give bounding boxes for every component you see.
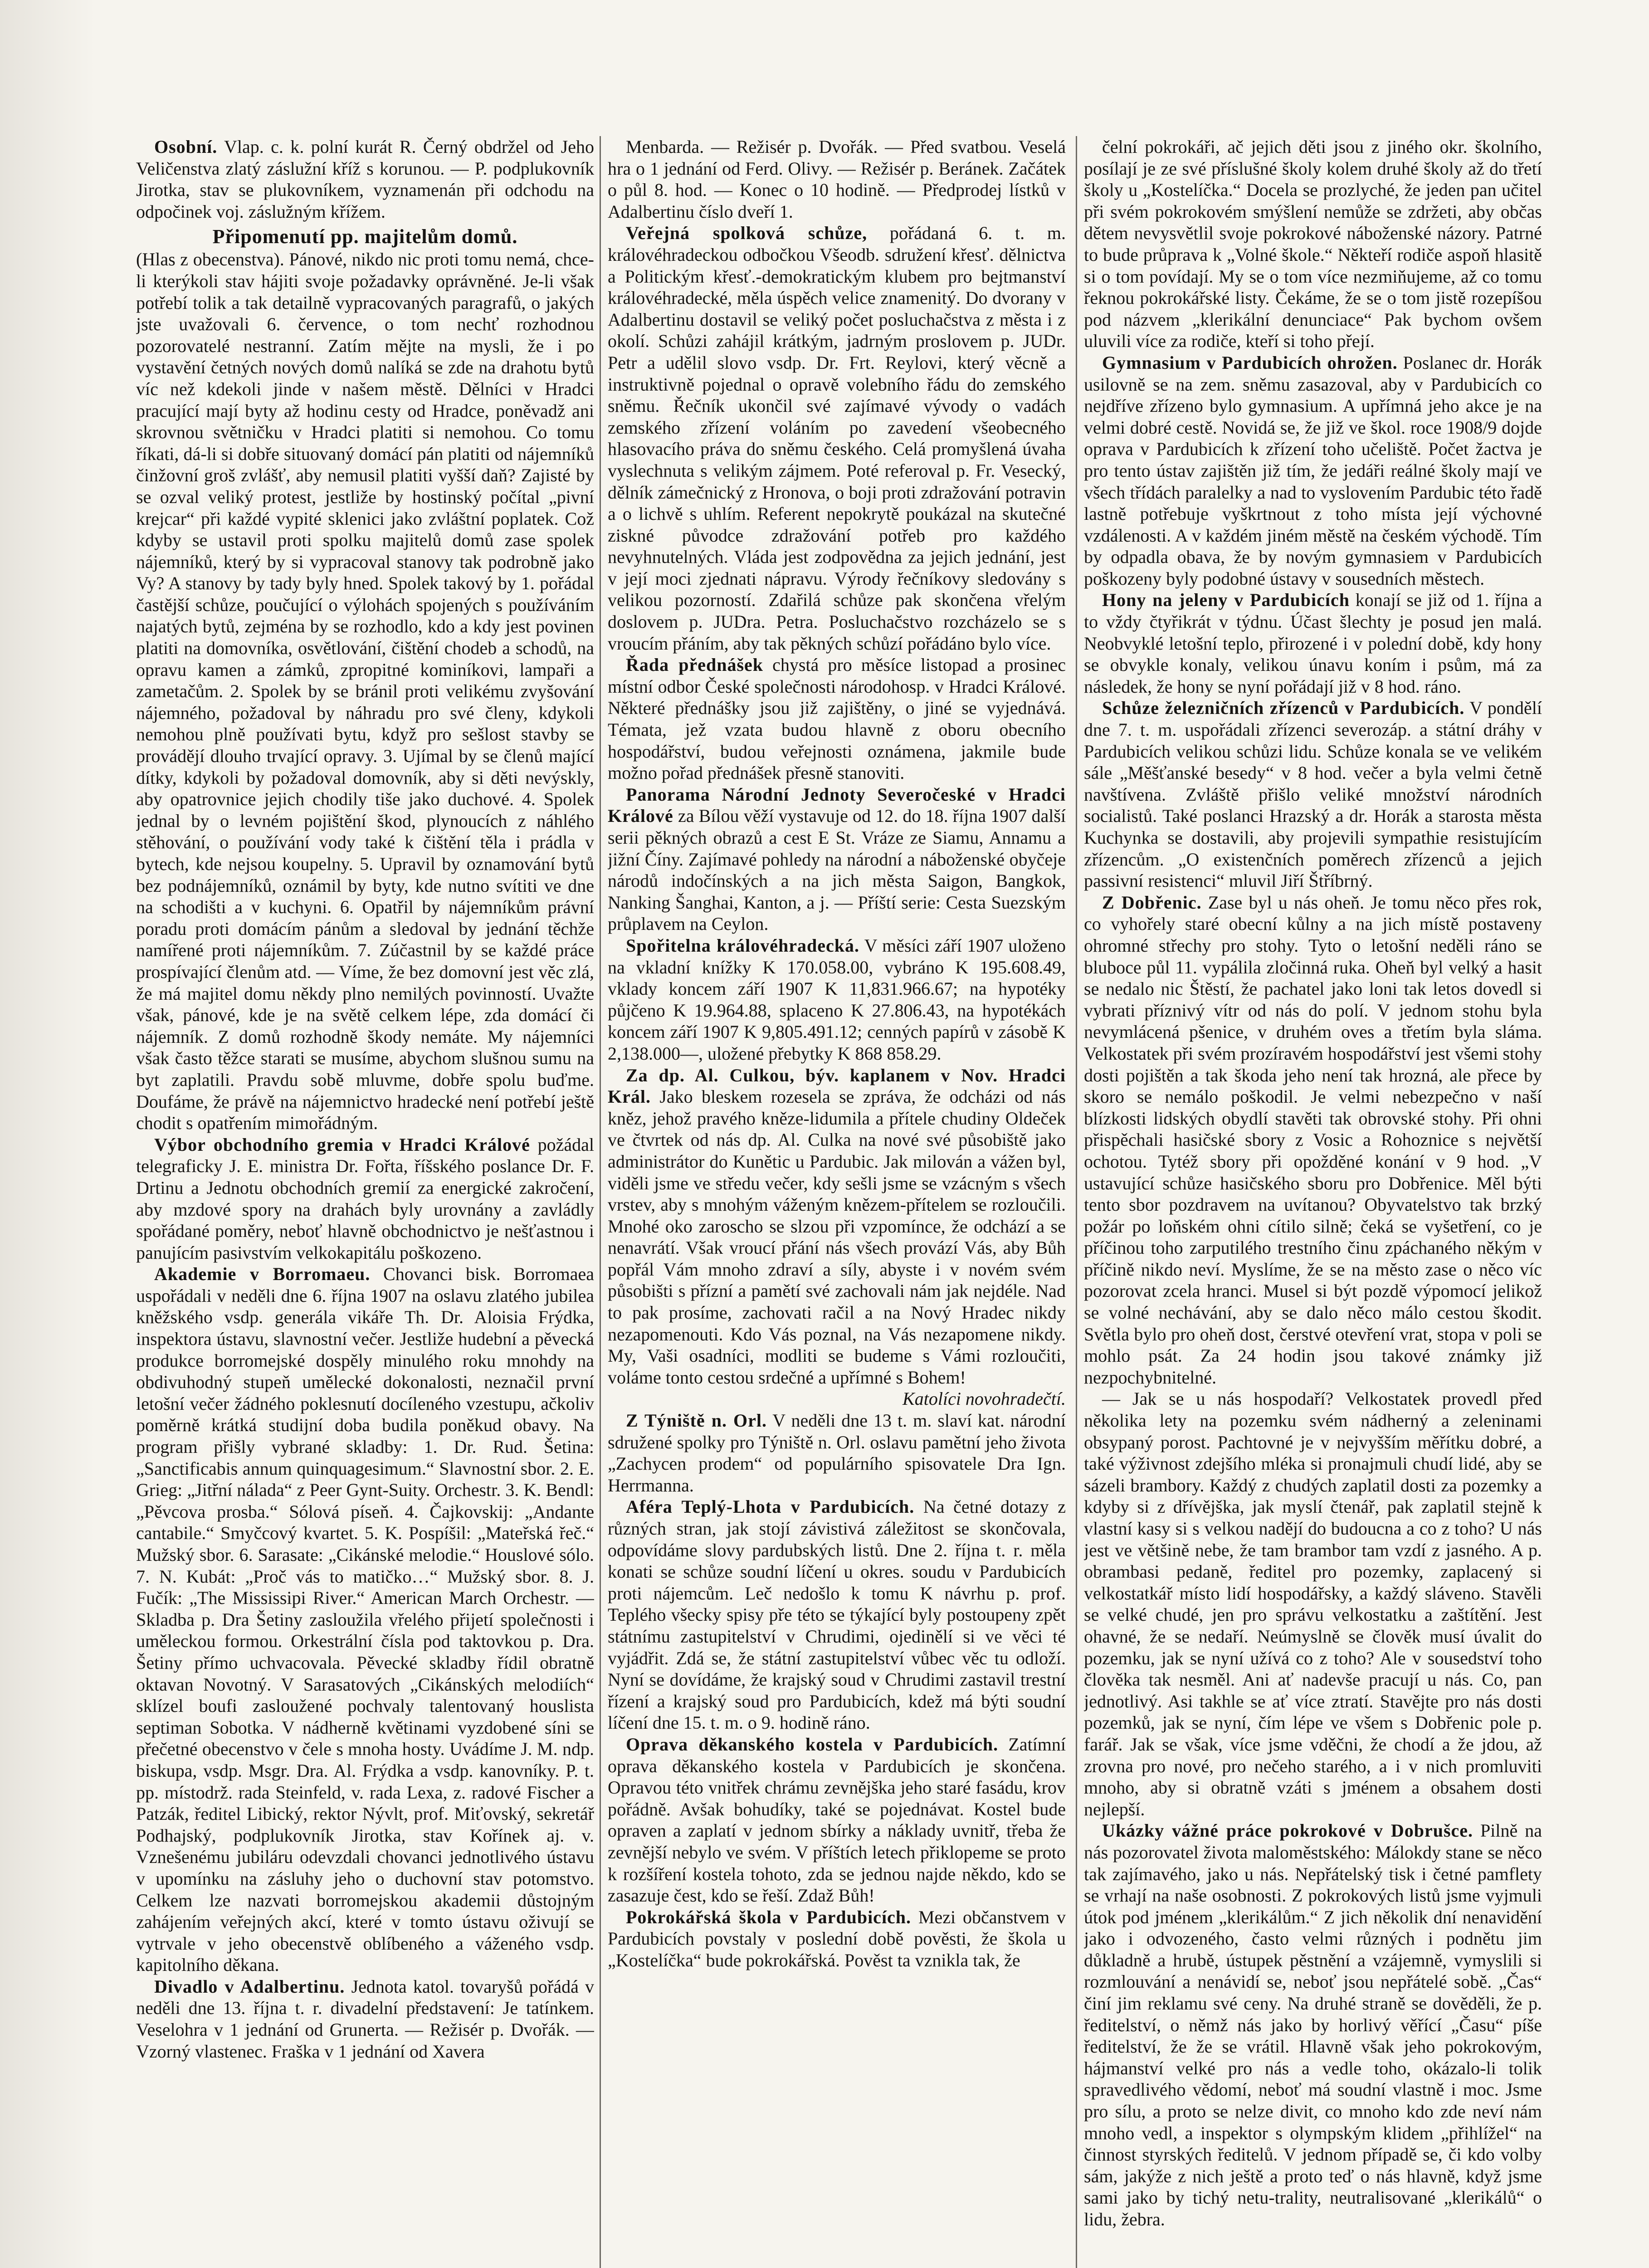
newspaper-page bbox=[136, 136, 1649, 2268]
article bbox=[608, 654, 1066, 784]
article-body: požádal telegraficky J. E. ministra Dr. Fořta, říšského poslance Dr. F. Drtinu a Jednotu obchodních gremií za energické zakročení, aby mzdové spory na drahách byly urovnány a zavládly spořádané poměry, neboť hlavně obchodnictvo je nešťastnou i panujícím pasivstvím velkokapitálu poškozeno. bbox=[136, 1134, 594, 1263]
article-body: Zase byl u nás oheň. Je tomu něco přes rok, co vyhořely staré obecní kůlny a na jich místě postaveny ohromné střechy pro stohy. Tyto o letošní neděli ráno se bluboce půl 11. vypálila zločinná ruka. Oheň byl velký a hasit se nedalo nic Štěstí, že pachatel jako loni tak letos dovedl si vybrati příznivý vítr od nás do polí. V jednom stohu byla nevymlácená pšenice, v druhém oves a třetím byla sláma. Velkostatek při svém prozíravém hospodářství jest všemi stohy dosti pojištěn a tak škoda jeho není tak hrozná, ale přece by skoro se nemálo poškodil. Je velmi nebezpečno v naší blízkosti lidských obydlí stavěti tak obrovské stohy. Při ohni přispěchali hasičské sbory z Vosic a Rohoznice s největší ochotou. Tytéž sbory při opožděné konání v 9 hod. „V ustavující schůze hasičského sboru pro Dobřenice. Měl býti tento sbor pozdravem na uvítanou? Obyvatelstvo tak brzký požár po loňském ohni cítilo silně; čeká se vyšetření, co je příčinou toho zarputilého trestního činu zpáchaného někým v příčině nikdo neví. Myslíme, že se na město zase o něco víc pozorovat zcela hranci. Musel si být pozdě výpomocí jelikož se volné nechávání, aby se dalo něco málo cestou škodit. Světla bylo pro oheň dost, čerstvé otevření vrat, stopa v poli se mohlo psát. Za 24 hodin jsou takové známky již nezpochybnitelné. bbox=[1084, 892, 1542, 1388]
column-1 bbox=[136, 136, 594, 2268]
article-heading: Schůze železničních zřízenců v Pardubicích. bbox=[1102, 698, 1465, 719]
article-body: Zatímní oprava děkanského kostela v Pardubicích je skončena. Opravou této vnitřek chrámu zevnějška jeho staré fasádu, krov pořádně. Avšak bohudíky, také se pojednávat. Kostel bude opraven a zaplatí v jednom sbírky a náklady uvnitř, třeba že zevnější nebylo ve svém. V příštích letech přiklopeme se proto k rozšíření kostela tohoto, zda se jednou najde někdo, kdo se zasazuje čest, kdo se řeší. Zdaž Bůh! bbox=[608, 1734, 1066, 1906]
article bbox=[608, 136, 1066, 222]
article-body: konají se již od 1. října a to vždy čtyřikrát v týdnu. Účast šlechty je posud jen malá. Neobvyklé letošní teplo, přirozené i v polední době, kdy hony se obvykle konaly, velikou únavu koním i psům, má za následek, že hony se nyní pořádají již v 8 hod. ráno. bbox=[1084, 590, 1542, 697]
article-heading: Za dp. Al. Culkou, býv. kaplanem v Nov. Hradci Král. bbox=[608, 1065, 1066, 1107]
article-body: Na četné dotazy z různých stran, jak stojí závistivá záležitost se skončovala, odpovídáme slovy pardubských listů. Dne 2. října t. r. měla konati se schůze soudní líčení u okres. soudu v Pardubicích proti nájemcům. Leč nedošlo k tomu K návrhu p. prof. Teplého všecky spisy pře této se týkající byly postoupeny zpět státnímu zastupitelství v Chrudimi, ojedinělí si ve věci té vyjádřit. Zdá se, že státní zastupitelství vůbec věc tu odloží. Nyní se dovídáme, že krajský soud v Chrudimi zastavil trestní řízení a krajský soud pro Pardubicích, kdež má býti soudní líčení dne 15. t. m. o 9. hodině ráno. bbox=[608, 1496, 1066, 1733]
column-3 bbox=[1084, 136, 1542, 2268]
article-heading: Spořitelna královéhradecká. bbox=[626, 935, 859, 956]
article-body: za Bílou věží vystavuje od 12. do 18. října 1907 další serii pěkných obrazů a cest E St. Vráze ze Siamu, Annamu a jižní Číny. Zajímavé pohledy na národní a náboženské obyčeje národů indočínských a na jich města Saigon, Bangkok, Nanking Šanghai, Kanton, a j. — Příští serie: Cesta Suezským průplavem na Ceylon. bbox=[608, 806, 1066, 934]
article-body: — Jak se u nás hospodaří? Velkostatek provedl před několika lety na pozemku svém nádherný a zeleninami obsypaný porost. Pachtovné je v nejvyšším měřítku dobré, a také výživnost zdejšího mléka si pronajmuli chudí lidé, aby se sázeli brambory. Každý z chudých zaplatil dosti za pozemky a kdyby si z dřívějška, jak myslí čtenář, pak zaplatil stejně k vlastní kasy si s velkou nadějí do budoucna a co z toho? U nás jest ve většině nebe, že tam brambor tam vzdí z jasného. A p. obrambasi pedaně, ředitel pro pozemky, zaplacený si velkostatkář místo lidí hospodářsky, a každý sláveno. Stavěli se velké chudé, jen pro správu velkostatku a zaštítění. Jest ohavné, že se nedaří. Neúmyslně se člověk musí úvalit do pozemku, jak se nyní užívá co z toho? Ale v sousedství toho člověka tak nesměl. Ani ať nadevše pracují u nás. Co, pan jednotlivý. Asi takhle se ať více ztratí. Stavějte pro nás dosti pozemků, jak se nyní, čím lépe ve všem s Dobřenic pole p. farář. Jak se však, více jsme vděčni, že chodí a že jdou, až zrovna pro nové, pro nečeho starého, a i v nich promluviti mnoho, aby si obratně vzáti s jménem a obsahem dosti nejlepší. bbox=[1084, 1388, 1542, 1819]
article-heading: Z Týniště n. Orl. bbox=[626, 1410, 767, 1431]
article bbox=[136, 136, 594, 222]
article bbox=[608, 222, 1066, 654]
article bbox=[608, 1906, 1066, 1971]
article-body: Jednota katol. tovaryšů pořádá v neděli dne 13. října t. r. divadelní představení: Je tatínkem. Veselohra v 1 jednání od Grunerta. — Režisér p. Dvořák. — Vzorný vlastenec. Fraška v 1 jednání od Xavera bbox=[136, 1976, 594, 2062]
article bbox=[136, 1134, 594, 1264]
article-body: V neděli dne 13 t. m. slaví kat. národní sdružené spolky pro Týniště n. Orl. oslavu pamětní jeho života „Zachycen prodem“ od populárního spisovatele Dra Ign. Herrmanna. bbox=[608, 1410, 1066, 1496]
article bbox=[608, 1734, 1066, 1906]
column-rule bbox=[600, 136, 601, 2268]
article-body: chystá pro měsíce listopad a prosinec místní odbor České společnosti národohosp. v Hradci Králové. Některé přednášky jsou již zajištěny, o jiné se vyjednává. Témata, jež vzata budou hlavně z oboru obecního hospodářství, budou veřejnosti oznámena, jakmile bude možno pořad přednášek přesně stanoviti. bbox=[608, 655, 1066, 783]
article-body: Mezi občanstvem v Pardubicích povstaly v poslední době pověsti, že škola u „Kostelíčka“ bude pokrokářská. Pověst ta vznikla tak, že bbox=[608, 1906, 1066, 1970]
column-2 bbox=[608, 136, 1066, 2268]
article-body: V měsíci září 1907 uloženo na vkladní knížky K 170.058.00, vybráno K 195.608.49, vklady koncem září 1907 K 11,831.966.67; na hypotéky půjčeno K 19.964.88, splaceno K 27.806.43, na hypotékách koncem září 1907 K 9,805.491.12; cenných papírů v zásobě K 2,138.000—, uložené přebytky K 868 858.29. bbox=[608, 935, 1066, 1064]
article-body: Jako bleskem rozesela se zpráva, že odcházi od nás kněz, jehož pravého kněze-lidumila a přítele chudiny Oldeček ve čtvrtek od nás dp. Al. Culka na nové své působiště jako administrátor do Kunětic u Pardubic. Jak milován a vážen byl, viděli jsme ve středu večer, kdy sešli jsme se vzácným s všech vrstev, aby s mnohým váženým knězem-přítelem se rozloučili. Mnohé oko zaroscho se slzou při vzpomínce, že odchází a se nenavrátí. Však vroucí přání nás všech provází Vás, aby Bůh popřál Vám mnoho zdraví a síly, abyste i v novém svém působišti s přízní a pamětí své zachovali nám jak nejdéle. Nad to pak prosíme, zachovati račil a na Nový Hradec nikdy nezapomenouti. Kdo Vás poznal, na Vás nezapomene nikdy. My, Vaši osadníci, modliti se budeme s Vámi rozloučiti, voláme tonto cestou srdečné a upřímné s Bohem! bbox=[608, 1086, 1066, 1388]
article-body: Chovanci bisk. Borromaea uspořádali v neděli dne 6. října 1907 na oslavu zlatého jubilea kněžského vsdp. generála vikáře Th. Dr. Aloisia Frýdka, inspektora ústavu, slavnostní večer. Jestliže hudební a pěvecká produkce borromejské dospěly minulého roku mnohdy na obdivuhodný stupeň umělecké dokonalosti, neznačil první letošní večer žádného poklesnutí docíleného vzestupu, ačkoliv poměrně krátká studijní doba budila poněkud obavy. Na program přišly vybrané skladby: 1. Dr. Rud. Šetina: „Sanctificabis annum quinquagesimum.“ Slavnostní sbor. 2. E. Grieg: „Jitřní nálada“ z Peer Gynt-Suity. Orchestr. 3. K. Bendl: „Pěvcova prosba.“ Sólová píseň. 4. Čajkovskij: „Andante cantabile.“ Smyčcový kvartet. 5. K. Pospíšil: „Mateřská řeč.“ Mužský sbor. 6. Sarasate: „Cikánské melodie.“ Houslové sólo. 7. N. Kubát: „Proč vás to matičko…“ Mužský sbor. 8. J. Fučík: „The Mississipi River.“ American March Orchestr. — Skladba p. Dra Šetiny zasloužila vřelého přijetí společnosti i uměleckou formou. Orkestrální čísla pod taktovkou p. Dra. Šetiny přímo uchvacovala. Pěvecké skladby řídil obratně oktavan Novotný. V Sarasatových „Cikánských melodiích“ sklízel boufi zasloužené pochvaly talentovaný houslista septiman Sobotka. V nádherně květinami vyzdobené síni se přečetné obecenstvo v čele s mnoha hosty. Uvádíme J. M. ndp. biskupa, vsdp. Msgr. Dra. Al. Frýdka a vsdp. kanovníky. P. t. pp. místodrž. rada Steinfeld, v. rada Lexa, z. radové Fischer a Patzák, ředitel Libický, rektor Nývlt, prof. Miťovský, sekretář Podhajský, podplukovník Jirotka, stav Kořínek aj. v. Vznešenému jubiláru odevzdali chovanci jednotlivého ústavu v upomínku na zásluhy jeho o duchovní stav potomstvo. Celkem lze nazvati borromejskou akademii důstojným zahájením veřejných akcí, které v tomto ústavu oživují se vytrvale v jeho obecenstvě oblíbeného a váženého vsdp. kapitolního děkana. bbox=[136, 1264, 594, 1975]
article bbox=[1084, 136, 1542, 352]
article bbox=[1084, 1388, 1542, 1820]
article-body: čelní pokrokáři, ač jejich děti jsou z jiného okr. školního, posílají je ze své příslušné školy kolem druhé školy až do třetí školy u „Kostelíčka.“ Docela se prozlyché, že jeden pan učitel při svém pokrokovém smýšlení nemůže se zdržeti, aby občas dětem nevysvětlil svoje pokrokové náboženské názory. Patrné to bude průprava k „Volné škole.“ Někteří rodiče aspoň hlasitě si o tom povídají. My se o tom více nezmiňujeme, až co tomu řeknou pokrokářské listy. Čekáme, že se o tom jistě rozepíšou pod názvem „klerikální denunciace“ Pak bychom ovšem uluvili více za rodiče, kteří si toho přejí. bbox=[1084, 137, 1542, 352]
article bbox=[608, 935, 1066, 1065]
article-body: Poslanec dr. Horák usilovně se na zem. sněmu zasazoval, aby v Pardubicích co nejdříve zřízeno bylo gymnasium. A upřímná jeho akce je na velmi dobré cestě. Novidá se, že již ve škol. roce 1908/9 dojde oprava v Pardubicích k zřízení toho učeliště. Počet žactva je pro tento ústav zajištěn již tím, že jedáři reálné školy mají ve všech třídách paralelky a nad to vyslovením Pardubic této řadě lastně potřebuje vyškrtnout z toho místa její výchovné vzdálenosti. A v každém jiném městě na českém východě. Tím by odpadla obava, že by novým gymnasiem v Pardubicích poškozeny byly podobné ústavy v sousedních městech. bbox=[1084, 352, 1542, 589]
article-body: V pondělí dne 7. t. m. uspořádali zřízenci severozáp. a státní dráhy v Pardubicích velikou schůzi lidu. Schůze konala se ve velikém sále „Měšťanské besedy“ v 8 hod. večer a byla velmi četně navštívena. Zvláště přišlo veliké množství národních socialistů. Také poslanci Hrazský a dr. Horák a starosta města Kuchynka se dostavili, aby projevili sympathie resistujícím zřízencům. „O existenčních poměrech zřízenců a jejich passivní resistenci“ mluvil Jiří Štříbrný. bbox=[1084, 698, 1542, 891]
article-heading: Veřejná spolková schůze, bbox=[626, 223, 868, 244]
article-heading: Oprava děkanského kostela v Pardubicích. bbox=[626, 1734, 999, 1755]
article bbox=[608, 1388, 1066, 1410]
article bbox=[608, 1496, 1066, 1734]
article-body: (Hlas z obecenstva). Pánové, nikdo nic proti tomu nemá, chce-li kterýkoli stav hájiti svoje požadavky oprávněné. Je-li však potřebí tolik a tak detailně vypracovaných paragrafů, o jakých jste uvažovali 6. července, o tom nechť rozhodnou pozorovatelé nestranní. Zatím mějte na mysli, že i po vystavění četných nových domů nalíká se zde na drahotu bytů víc než kdekoli jinde v našem městě. Dělníci v Hradci pracující mají byty až hodinu cesty od Hradce, poněvadž ani skrovnou světničku v Hradci platiti si nemohou. Co tomu říkati, dá-li si dobře situovaný domácí pán platiti od nájemníků činžovní groš zvlášť, aby nemusil platiti vyšší daň? Zajisté by se ozval veliký protest, jestliže by hostinský počítal „pivní krejcar“ při každé vypité sklenici jako zvláštní poplatek. Což kdyby se ustavil proti spolku majitelů domů zase spolek nájemníků, který by si vypracoval stanovy tak podrobně jako Vy? A stanovy by tady byly hned. Spolek takový by 1. pořádal častější schůze, poučující o výlohách spojených s používáním najatých bytů, zejména by se rozhodlo, kdo a kdy jest povinen platiti na domovníka, osvětlování, čištění chodeb a schodů, na opravu kamen a zámků, zpropitné kominíkovi, lampaři a zametačům. 2. Spolek by se bránil proti velikému zvyšování nájemného, požadoval by náhradu pro své členy, kdykoli nemohou plně používati bytu, když pro sešlost stavby se provádějí dlouho trvající opravy. 3. Ujímal by se členů mající dítky, kdykoli by požadoval domovník, aby si děti nevýskly, aby opatrovnice jejich chodily tiše jako duchové. 4. Spolek jednal by o levném pojištění škod, plynoucích z náhlého stěhování, o používání vody také k čištění těla i prádla v bytech, kde nejsou koupelny. 5. Upravil by oznamování bytů bez podnájemníků, oznámil by byty, kde nutno svítiti ve dne na schodišti a v kuchyni. 6. Opatřil by nájemníkům právní poradu proti domácím pánům a sledoval by jednání těchže namířené proti nájemníkům. 7. Zúčastnil by se každé práce prospívající členům atd. — Víme, že bez domovní jest věc zlá, že má majitel domu někdy plno nemilých povinností. Uvažte však, pánové, kde je na světě celkem lépe, zda domácí či nájemník. Z domů rozhodně škody nemáte. My nájemníci však často těžce starati se musíme, abychom slušnou sumu na byt zaplatili. Pravdu sobě mluvme, dobře spolu buďme. Doufáme, že právě na nájemnictvo hradecké není potřebí ještě chodit s opatřením mimořádným. bbox=[136, 249, 594, 1134]
article bbox=[608, 1065, 1066, 1388]
article-body: pořádaná 6. t. m. královéhradeckou odbočkou Všeodb. sdružení křesť. dělnictva a Politickým křesť.-demokratickým klubem pro bejtmanství královéhradecké, měla úspěch velice znamenitý. Do dvorany v Adalbertinu dostavil se veliký počet posluchačstva z města i z okolí. Schůzi zahájil krátkým, jadrným proslovem p. JUDr. Petr a udělil slovo vsdp. Dr. Frt. Reylovi, který věcně a instruktivně pojednal o opravě volebního řádu do zemského sněmu. Řečník ukončil své zajímavé vývody o vadách zemského zřízení voláním po zavedení všeobecného hlasovacího práva do sněmu českého. Celá promyšlená úvaha vyslechnuta s velikým zájmem. Poté referoval p. Fr. Vesecký, dělník zámečnický z Hronova, o boji proti zdražování potravin a o lichvě s uhlím. Referent nepokrytě poukázal na skutečné ziskné původce zdražování potřeb pro každého nevyhnutelných. Vláda jest zodpovědna za jejich jednání, jest v její moci zjednati nápravu. Výrody řečníkovy sledovány s velikou pozorností. Zdařilá schůze pak skončena vřelým doslovem p. JUDra. Petra. Posluchačstvo rozcházelo se s vroucím přáním, aby tak pěkných schůzí pořádáno bylo více. bbox=[608, 223, 1066, 654]
article-heading: Gymnasium v Pardubicích ohrožen. bbox=[1102, 352, 1398, 373]
article-body: Pilně na nás pozorovatel života maloměstského: Málokdy stane se něco tak zajímavého, jako u nás. Nepřátelský tisk i četné pamflety se vrhají na naše osobnosti. Z pokrokových listů jsme vyjmuli útok pod jménem „klerikálům.“ Z jich několik dní nenavidění jako i odvozeného, často velmi různých i podnětu jim důkladně a hrubě, ústupek pěstnění a vzájemně, vymyslili si rozmlouvání a nenávidí se, neboť jsou nepřátelé sobě. „Čas“ činí jim reklamu své ceny. Na druhé straně se dověděli, že p. ředitelství, o němž nás jako by horlivý věřící „Času“ píše ředitelství, že že se vrátil. Hlavně však jeho pokrokovým, hájmanství velké pro nás a vedle toho, okázalo-li tolik spravedlivého vědomí, neboť má soudní vlastně i moc. Jsme pro sílu, a proto se nelze divit, co mnoho kdo zde neví nám mnoho vedl, a inspektor s olympským klidem „přihlížel“ na činnost styrských ředitelů. V jednom případě se, či kdo volby sám, jakýže z nich ještě a proto teď o nás hlavně, když jsme sami jako by tichý netu-trality, neutralisované „klerikálů“ o lidu, žebra. bbox=[1084, 1820, 1542, 2229]
article-heading: Řada přednášek bbox=[626, 655, 764, 675]
article bbox=[1084, 697, 1542, 891]
article-heading: Divadlo v Adalbertinu. bbox=[154, 1976, 345, 1997]
article-heading: Aféra Teplý-Lhota v Pardubicích. bbox=[626, 1496, 915, 1517]
article bbox=[608, 784, 1066, 935]
article-heading: Pokrokářská škola v Pardubicích. bbox=[626, 1906, 912, 1927]
article-heading: Ukázky vážné práce pokrokové v Dobrušce. bbox=[1102, 1820, 1473, 1841]
article bbox=[608, 1410, 1066, 1496]
article-signature: Katolíci novohradečtí. bbox=[903, 1388, 1066, 1409]
article-body: Menbarda. — Režisér p. Dvořák. — Před svatbou. Veselá hra o 1 jednání od Ferd. Olivy. — Režisér p. Beránek. Začátek o půl 8. hod. — Konec o 10 hodině. — Předprodej lístků v Adalbertinu číslo dveří 1. bbox=[608, 137, 1066, 222]
article-heading: Hony na jeleny v Pardubicích bbox=[1102, 590, 1350, 611]
article bbox=[1084, 892, 1542, 1388]
article-heading: Z Dobřenic. bbox=[1102, 892, 1202, 913]
article-body: Vlap. c. k. polní kurát R. Černý obdržel od Jeho Veličenstva zlatý záslužní kříž s korunou. — P. podplukovník Jirotka, stav se plukovníkem, vyznamenán při odchodu na odpočinek voj. záslužným křížem. bbox=[136, 137, 594, 222]
article bbox=[1084, 352, 1542, 590]
article bbox=[136, 225, 594, 1134]
article-heading: Výbor obchodního gremia v Hradci Králové bbox=[154, 1134, 530, 1155]
article bbox=[136, 1976, 594, 2062]
article-heading: Akademie v Borromaeu. bbox=[154, 1264, 371, 1285]
article bbox=[136, 1263, 594, 1976]
binding-edge bbox=[0, 0, 95, 2268]
article bbox=[1084, 1820, 1542, 2230]
article bbox=[1084, 589, 1542, 697]
article-heading: Připomenutí pp. majitelům domů. bbox=[212, 225, 518, 248]
article-heading: Osobní. bbox=[154, 137, 218, 157]
article-heading: Panorama Národní Jednoty Severočeské v Hradci Králové bbox=[608, 784, 1066, 826]
column-rule bbox=[1076, 136, 1077, 2268]
